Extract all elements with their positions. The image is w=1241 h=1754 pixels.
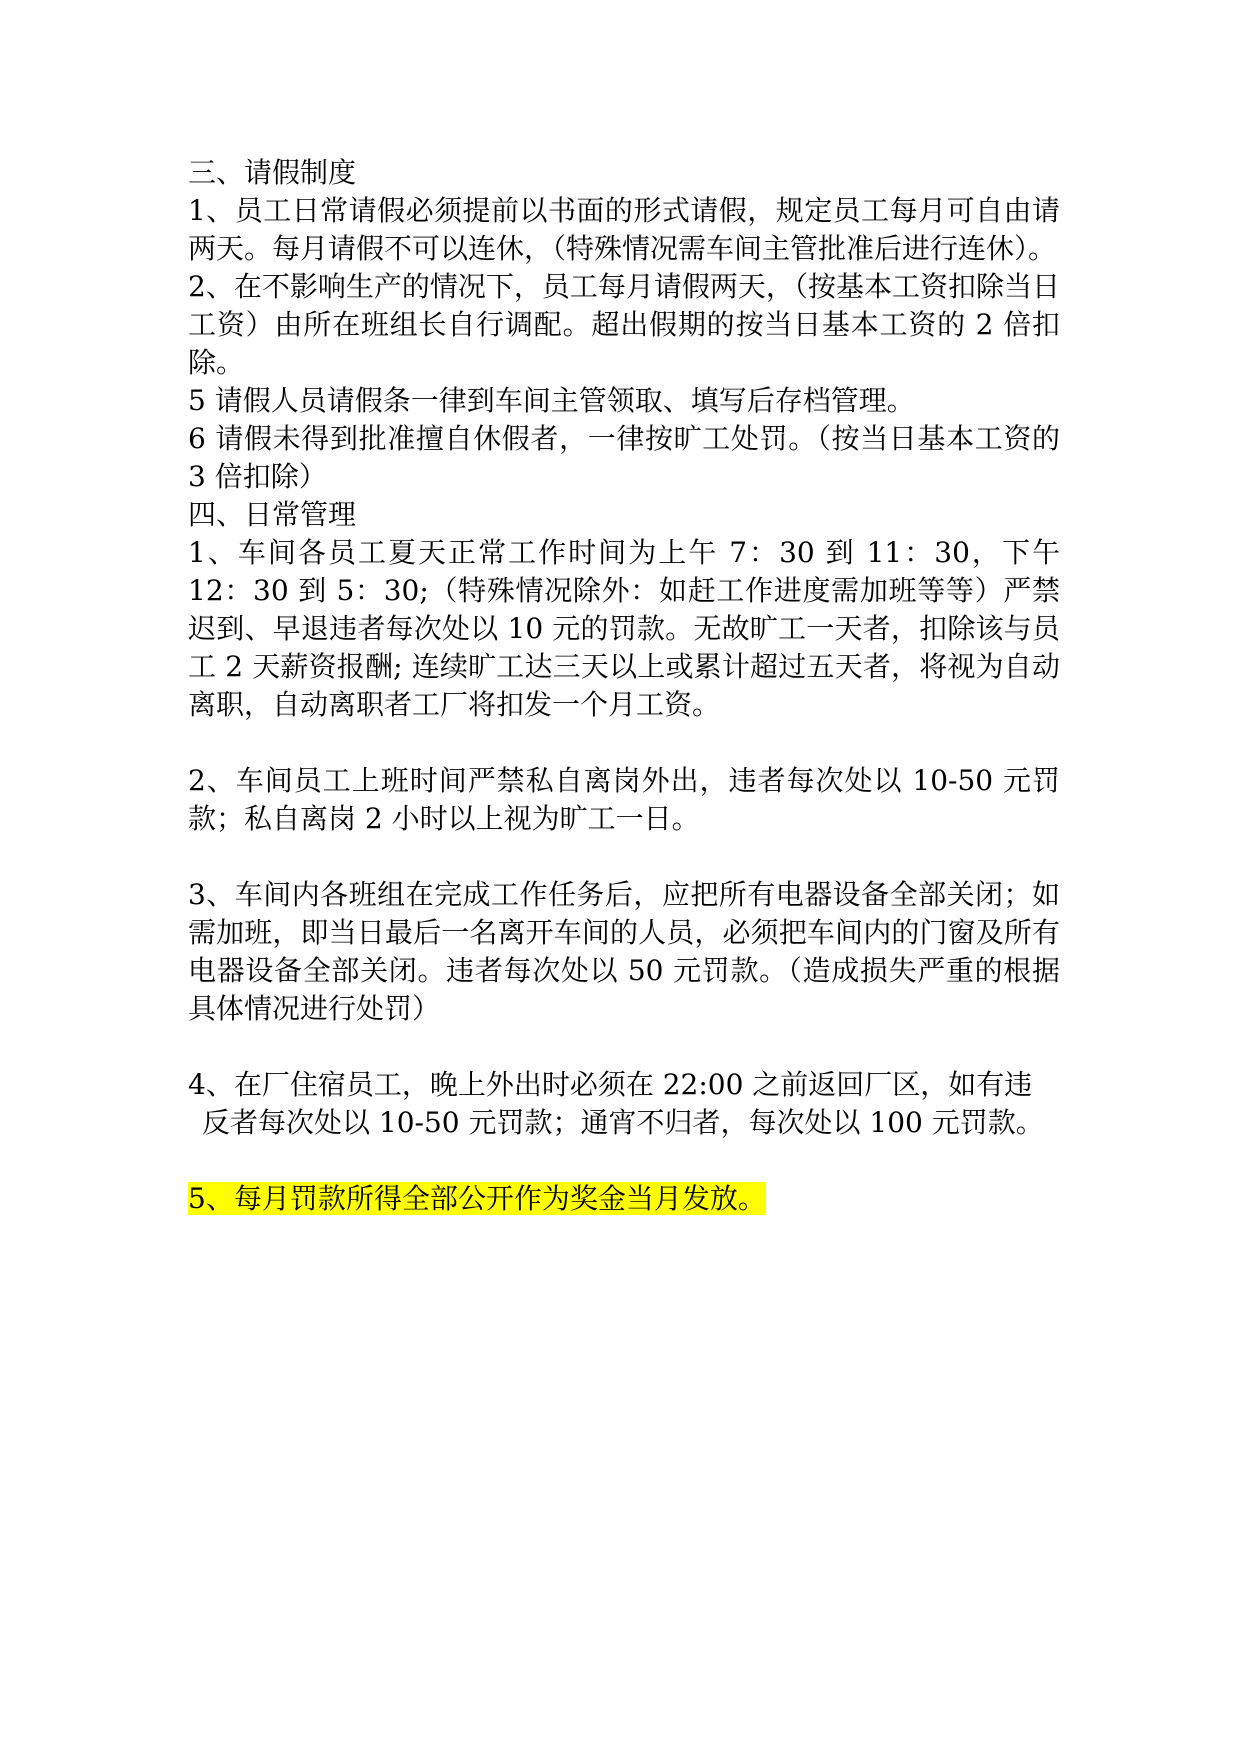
section-heading-leave: 三、请假制度 [188,156,357,189]
daily-rule-2: 2、车间员工上班时间严禁私自离岗外出，违者每次处以 10-50 元罚款；私自离岗 2 小时以上视为旷工一日。 [188,764,1060,835]
leave-rule-6: 6 请假未得到批准擅自休假者，一律按旷工处罚。（按当日基本工资的 3 倍扣除） [188,422,1060,493]
highlighted-text: 5、每月罚款所得全部公开作为奖金当月发放。 [188,1182,766,1215]
leave-rule-5: 5 请假人员请假条一律到车间主管领取、填写后存档管理。 [188,384,915,417]
daily-rule-4: 4、在厂住宿员工，晚上外出时必须在 22:00 之前返回厂区，如有违 [188,1068,1033,1101]
daily-rule-4-continued: 反者每次处以 10-50 元罚款；通宵不归者，每次处以 100 元罚款。 [202,1106,1044,1139]
daily-rule-1: 1、车间各员工夏天正常工作时间为上午 7：30 到 11：30，下午 12：30 到 5：30;（特殊情况除外：如赶工作进度需加班等等）严禁迟到、早退违者每次处以 10 元的罚款。无故旷工一天者，扣除该与员工 2 天薪资报酬; 连续旷工达三天以上或累计超过五天者，将视为自动离职，自动离职者工厂将扣发一个月工资。 [188,536,1060,721]
leave-rule-1: 1、员工日常请假必须提前以书面的形式请假，规定员工每月可自由请两天。每月请假不可以连休，（特殊情况需车间主管批准后进行连休）。 [188,194,1060,265]
section-heading-daily: 四、日常管理 [188,498,357,531]
document-body [188,154,1060,1218]
leave-rule-2: 2、在不影响生产的情况下，员工每月请假两天，（按基本工资扣除当日工资）由所在班组长自行调配。超出假期的按当日基本工资的 2 倍扣除。 [188,270,1060,379]
daily-rule-3: 3、车间内各班组在完成工作任务后，应把所有电器设备全部关闭；如需加班，即当日最后一名离开车间的人员，必须把车间内的门窗及所有电器设备全部关闭。违者每次处以 50 元罚款。（造成损失严重的根据具体情况进行处罚） [188,878,1060,1025]
daily-rule-5 [188,1180,1060,1218]
